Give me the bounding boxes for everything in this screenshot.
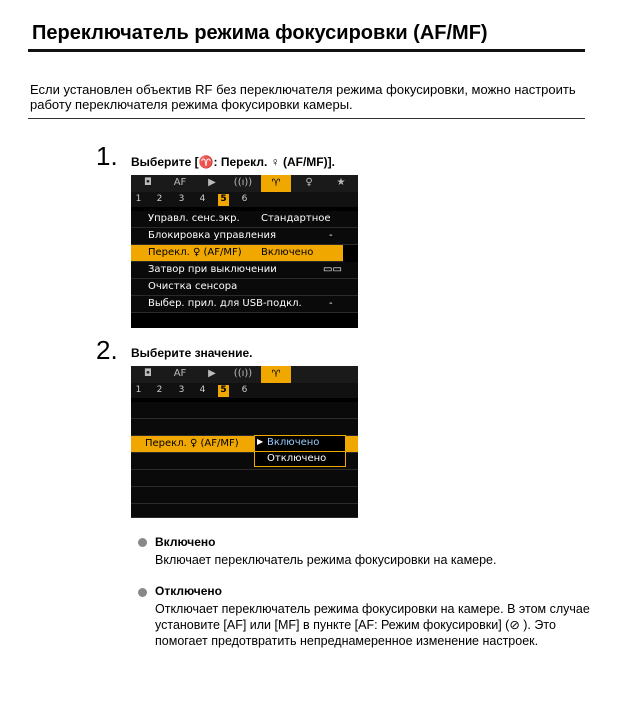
bullet-text-enabled: Включает переключатель режима фокусировки на камере. (155, 553, 497, 567)
menu-row-label: Затвор при выключении (148, 264, 277, 275)
menu-row[interactable] (131, 279, 358, 296)
bullet-head-enabled: Включено (155, 535, 216, 549)
step-1-number: 1. (96, 141, 118, 171)
page-6[interactable]: 6 (241, 194, 248, 204)
menu-row-value: Включено (261, 247, 314, 258)
tab-shooting[interactable]: ◘ (144, 368, 152, 379)
menu-row-value: Стандартное (261, 213, 331, 224)
page-5[interactable]: 5 (218, 194, 229, 206)
menu-pages (131, 192, 358, 207)
step-2-number: 2. (96, 335, 118, 365)
page-2[interactable]: 2 (156, 194, 163, 204)
selection-arrow-icon: ▶ (257, 437, 264, 446)
menu-row[interactable] (131, 228, 358, 245)
bullet-head-disabled: Отключено (155, 584, 222, 598)
page-1[interactable]: 1 (135, 194, 142, 204)
menu-row[interactable] (131, 296, 358, 313)
tab-shooting[interactable]: ◘ (144, 177, 152, 188)
menu-row (131, 504, 358, 518)
focus-icon: ♀ (270, 155, 280, 169)
intro-text: Если установлен объектив RF без переключателя режима фокусировки, можно настроить работу переключателя режима фокусировки камеры. (30, 82, 576, 112)
page-4[interactable]: 4 (199, 194, 206, 204)
tab-wireless[interactable]: ((ı)) (233, 177, 253, 188)
menu-row-label: Управл. сенс.экр. (148, 213, 240, 224)
camera-menu-screen-2 (131, 366, 358, 518)
menu-tabs (131, 175, 358, 192)
step-1-text: Выберите [♈: Перекл. ♀ (AF/MF)]. (131, 155, 335, 169)
menu-row (131, 470, 358, 487)
option-enabled[interactable] (255, 436, 345, 451)
page-4[interactable]: 4 (199, 385, 206, 395)
menu-row-value: ▭▭ (323, 264, 342, 275)
title-rule (28, 49, 585, 52)
options-popup (254, 435, 346, 467)
menu-tabs (131, 366, 358, 383)
menu-row-selected[interactable] (131, 245, 343, 262)
menu-row-label: Перекл. ♀ (AF/MF) (145, 438, 239, 449)
intro-rule (28, 118, 585, 119)
page-1[interactable]: 1 (135, 385, 142, 395)
tab-playback[interactable]: ▶ (208, 177, 216, 188)
page-3[interactable]: 3 (178, 385, 185, 395)
menu-row[interactable] (131, 262, 358, 279)
bullet-text-disabled: Отключает переключатель режима фокусировки на камере. В этом случае установите [AF] или [MF] в пункте [AF: Режим фокусировки] (⊘ ). Это помогает предотвратить непреднамеренное изменение настроек. (155, 602, 590, 648)
menu-row (131, 419, 358, 436)
tab-wireless[interactable]: ((ı)) (233, 368, 253, 379)
menu-row[interactable] (131, 211, 358, 228)
menu-row (131, 487, 358, 504)
menu-row-value: - (329, 230, 333, 241)
page-2[interactable]: 2 (156, 385, 163, 395)
page-3[interactable]: 3 (178, 194, 185, 204)
page-title: Переключатель режима фокусировки (AF/MF) (32, 22, 488, 44)
menu-pages (131, 383, 358, 398)
page-5[interactable]: 5 (218, 385, 229, 397)
wrench-icon: ♈ (198, 155, 214, 169)
menu-row-label: Перекл. ♀ (AF/MF) (148, 247, 242, 258)
option-label: Отключено (267, 453, 327, 464)
camera-menu-screen-1 (131, 175, 358, 328)
tab-setup[interactable]: ♈ (261, 175, 291, 192)
page-6[interactable]: 6 (241, 385, 248, 395)
menu-row-value: - (329, 298, 333, 309)
menu-row-label: Блокировка управления (148, 230, 277, 241)
menu-row-label: Очистка сенсора (148, 281, 238, 292)
tab-playback[interactable]: ▶ (208, 368, 216, 379)
tab-mymenu[interactable]: ★ (336, 177, 346, 188)
bullet-dot (138, 588, 147, 597)
option-label: Включено (267, 437, 320, 448)
menu-row-label: Выбер. прил. для USB-подкл. (148, 298, 302, 309)
tab-setup[interactable]: ♈ (261, 366, 291, 383)
bullet-dot (138, 538, 147, 547)
menu-row (131, 402, 358, 419)
step-2-text: Выберите значение. (131, 346, 253, 360)
tab-custom[interactable]: ♀ (305, 177, 313, 188)
option-disabled[interactable] (255, 451, 345, 467)
tab-af[interactable]: AF (173, 368, 187, 379)
tab-af[interactable]: AF (173, 177, 187, 188)
